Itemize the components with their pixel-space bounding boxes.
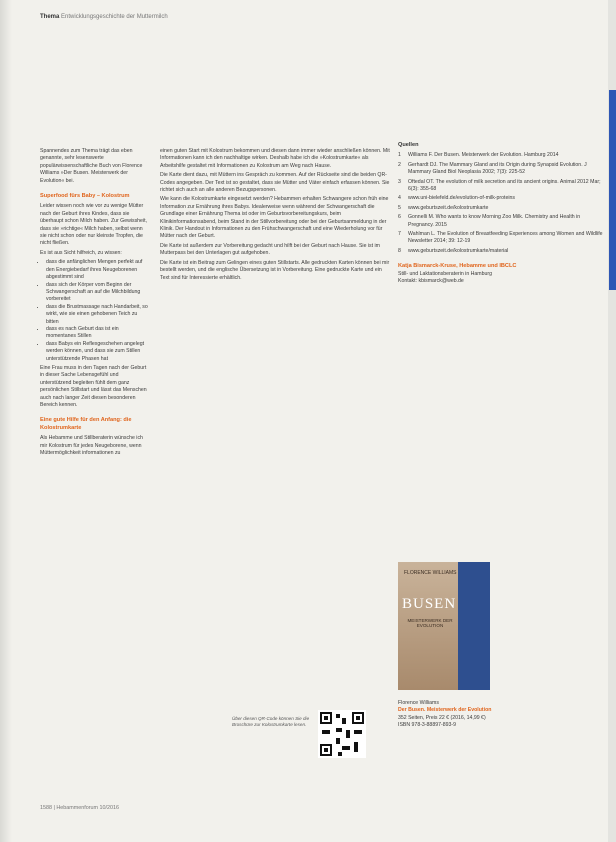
- list-item: • dass es nach Geburt das ist ein momentanes Stillen: [46, 326, 150, 341]
- qr-code-icon[interactable]: [318, 710, 366, 758]
- source-item: 2 Gerhardt DJ. The Mammary Gland and its Origin during Synapsid Evolution. J Mammary Gland Biol Neoplasia 2002; 7(3): 225-52: [398, 161, 587, 176]
- list-item: • dass Babys ein Reflexgeschehen angelegt werden können, und dass sie zum Stillen unterstützende Phasen hat: [46, 341, 150, 363]
- column-right: [398, 142, 603, 286]
- bullet-list: [40, 259, 150, 363]
- book-title: Der Busen. Meisterwerk der Evolution: [398, 707, 492, 714]
- column-left: [40, 148, 150, 459]
- list-item: • dass die Brustmassage nach Handarbeit, so wirkt, wie sie einen gehobenen Teich zu bitten: [46, 304, 150, 326]
- paragraph: Wie kann die Kolostrumkarte eingesetzt werden? Hebammen erhalten Schwangere schon früh eine Information zur Ernährung ihres Babys. Idealerweise wenn während der Schwangerschaft die Grundlage einer Ernährung Thema ist oder im Geburtsvorbereitungskurs, beim Klinikinformationsabend, beim Stand in der Stillvorbereitung oder bei der Geburtsanmeldung in der Klinik. Der Handout in Informationen zu den Frühschwangerschaft und eine Wiederholung vor für Mütter nach der Geburt.: [160, 196, 389, 240]
- paragraph: einen guten Start mit Kolostrum bekommen und diesen dann immer wieder anschließen können. Mit Informationen kann ich den nachhaltige wirken. Deshalb habe ich die »Kolostrumkarte« als Arbeitshilfe gestaltet mit Informationen zu Kolostrum am Weg nach Hause.: [160, 148, 390, 169]
- book-cover-image: [398, 562, 490, 690]
- next-page-tab: [609, 90, 616, 290]
- column-middle: [160, 148, 390, 284]
- book-caption: [398, 700, 558, 730]
- source-item: 4 www.uni-bielefeld.de/evolution-of-milk-proteins: [398, 195, 515, 202]
- book-author: Florence Williams: [398, 700, 439, 706]
- author-note: Still- und Laktationsberaterin in Hamburg: [398, 270, 493, 277]
- book-isbn: ISBN 978-3-88897-893-9: [398, 722, 456, 729]
- source-item: 6 Gonnelli M. Who wants to know Morning Zoo Milk. Chemistry and Health in Pregnancy. 2015: [398, 214, 581, 228]
- book-meta: 352 Seiten, Preis 22 € (2016, 14,99 €): [398, 714, 486, 721]
- book-cover-title: BUSEN: [402, 596, 457, 612]
- paragraph: Eine Frau muss in den Tagen nach der Geburt in dieser Sache Lebensgefühl und unterstützend begleiten fühlt dem ganz persönlichen Stillstart und lässt das Menschen auch nach langer Zeit diesen besonderen Bereich kennen.: [40, 364, 147, 408]
- paragraph: Leider wissen noch wie vor zu wenige Mütter nach der Geburt ihres Kindes, dass sie überhaupt schon Milch haben. Zur Gewissheit, dass sie »richtige« Milch haben, selbst wenn sie nicht schon oder nur kleinste Tropfen, die nicht fließen.: [40, 203, 147, 247]
- list-item: • dass sich der Körper vom Beginn der Schwangerschaft an auf die Milchbildung vorbereitet: [46, 282, 150, 304]
- sources-heading: Quellen: [398, 142, 419, 148]
- heading-superfood: Superfood fürs Baby – Kolostrum: [40, 193, 130, 200]
- qr-caption: Über diesen QR-Code können Sie die Broschüre zur Kolostrumkarte lesen.: [232, 716, 310, 728]
- intro-paragraph: Spannendes zum Thema trägt das eben genannte, sehr lesenswerte populärwissenschaftliche Buch von Florence Williams »Der Busen. Meisterwerk der Evolution« bei.: [40, 148, 143, 184]
- book-cover-subtitle: MEISTERWERK DER EVOLUTION: [407, 618, 453, 628]
- source-item: 7 Wahlman L. The Evolution of Breastfeeding Experiences among Women and Wildlife Newsletter 2014; 39: 12-19: [398, 231, 603, 245]
- source-item: 8 www.geburtszeit.de/kolostrumkarte/material: [398, 247, 509, 254]
- source-item: 5 www.geburtszeit.de/kolostrumkarte: [398, 204, 489, 211]
- page-shadow-left: [0, 0, 12, 842]
- header-section: Thema: [40, 14, 60, 20]
- page-footer: 1588 | Hebammenforum 10/2016: [40, 805, 120, 811]
- source-item: 3 Oftedal OT. The evolution of milk secretion and its ancient origins. Animal 2012 Mar; 6(3): 355-68: [398, 178, 601, 193]
- heading-kolostrumkarte: Eine gute Hilfe für den Anfang: die Kolostrumkarte: [40, 417, 132, 431]
- running-header: [40, 14, 168, 20]
- list-item: • dass die anfänglichen Mengen perfekt auf den Energiebedarf ihres Neugeborenen abgestimmt sind: [46, 259, 150, 281]
- paragraph: Es ist aus Sicht hilfreich, zu wissen:: [40, 249, 122, 256]
- paragraph: Als Hebamme und Stillberaterin wünsche ich mir Kolostrum für jedes Neugeborene, wenn Müttermöglichkeit informationen zu: [40, 435, 143, 457]
- book-cover-author: FLORENCE WILLIAMS: [404, 570, 457, 576]
- paragraph: Die Karte ist ein Beitrag zum Gelingen eines guten Stillstarts. Alle gedruckten Karten können bei mir bestellt werden, und die englische Übersetzung ist in Vorbereitung. Eine gedruckte Karte und ein Text sind für Interessierte erhältlich.: [160, 259, 390, 281]
- source-item: 1 Williams F. Der Busen. Meisterwerk der Evolution. Hamburg 2014: [398, 152, 559, 159]
- book-cover-art: [398, 562, 458, 690]
- paragraph: Die Karte dient dazu, mit Müttern ins Gespräch zu kommen. Auf der Rückseite sind die beiden QR-Codes angegeben. Der Text ist so gestaltet, dass sie Mütter und Väter einfach erfassen können. Sie richtet sich auch an alle anderen Bezugspersonen.: [160, 172, 390, 194]
- author-name: Katja Bismarck-Kruse, Hebamme und IBCLC: [398, 263, 517, 270]
- author-contact[interactable]: Kontakt: kbismarck@web.de: [398, 278, 464, 285]
- paragraph: Die Karte ist außerdem zur Vorbereitung gedacht und hilft bei der Geburt nach Hause. Sie ist im Mutterpass bei den Unterlagen gut aufgehoben.: [160, 242, 381, 257]
- header-subtitle: Entwicklungsgeschichte der Muttermilch: [61, 14, 168, 20]
